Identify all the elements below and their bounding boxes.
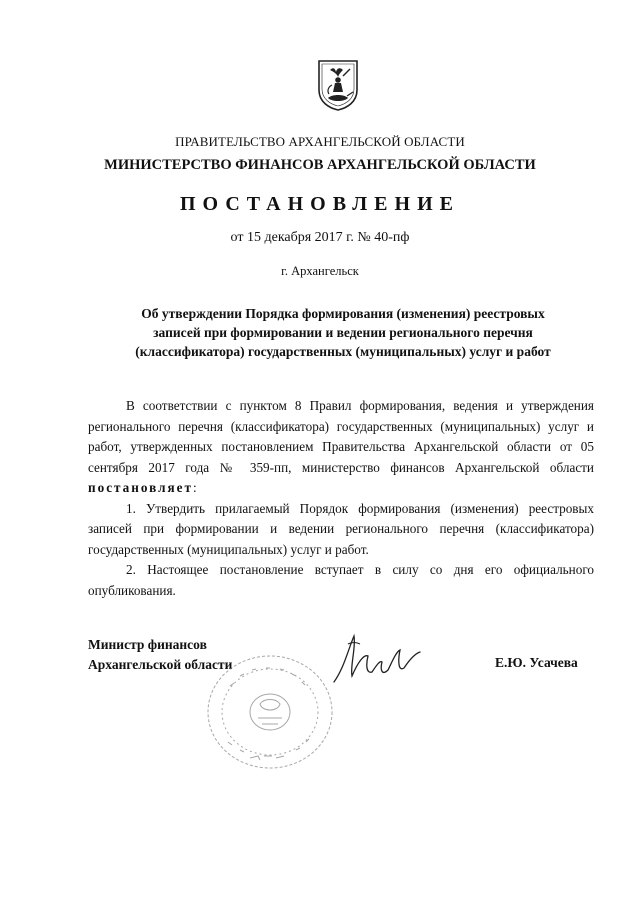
position-line: Архангельской области — [88, 657, 233, 672]
position-line: Министр финансов — [88, 637, 207, 652]
subject-line: записей при формировании и ведении регионального перечня — [153, 325, 533, 340]
subject-line: (классификатора) государственных (муниципальных) услуг и работ — [135, 344, 551, 359]
handwritten-signature — [326, 632, 436, 688]
preamble-text: В соответствии с пунктом 8 Правил формирования, ведения и утверждения регионального перечня (классификатора) государственных (муниципальных) услуг и работ, утвержденных постановлением Правительства Архангельской области от 05 сентября 2017 года № 359-пп, министерство финансов Архангельской области — [88, 398, 594, 475]
city: г. Архангельск — [281, 264, 359, 278]
official-seal-stamp — [200, 646, 340, 776]
decree-item-2: 2. Настоящее постановление вступает в силу со дня его официального опубликования. — [88, 562, 594, 598]
decree-item-1: 1. Утвердить прилагаемый Порядок формирования (изменения) реестровых записей при формировании и ведении регионального перечня (классификатора) государственных (муниципальных) услуг и работ. — [88, 500, 594, 557]
decree-subject — [88, 304, 598, 361]
signatory-name: Е.Ю. Усачева — [495, 655, 578, 670]
subject-line: Об утверждении Порядка формирования (изменения) реестровых — [141, 306, 545, 321]
document-type: ПОСТАНОВЛЕНИЕ — [180, 193, 460, 215]
ministry-name: МИНИСТЕРСТВО ФИНАНСОВ АРХАНГЕЛЬСКОЙ ОБЛАСТИ — [104, 157, 536, 173]
decrees-word: постановляет — [88, 480, 193, 495]
date-and-number: от 15 декабря 2017 г. № 40-пф — [230, 230, 410, 245]
preamble-paragraph — [88, 396, 594, 499]
coat-of-arms-icon — [316, 58, 360, 112]
government-name: ПРАВИТЕЛЬСТВО АРХАНГЕЛЬСКОЙ ОБЛАСТИ — [175, 134, 465, 149]
decree-body — [88, 396, 594, 601]
decrees-suffix: : — [192, 480, 197, 495]
